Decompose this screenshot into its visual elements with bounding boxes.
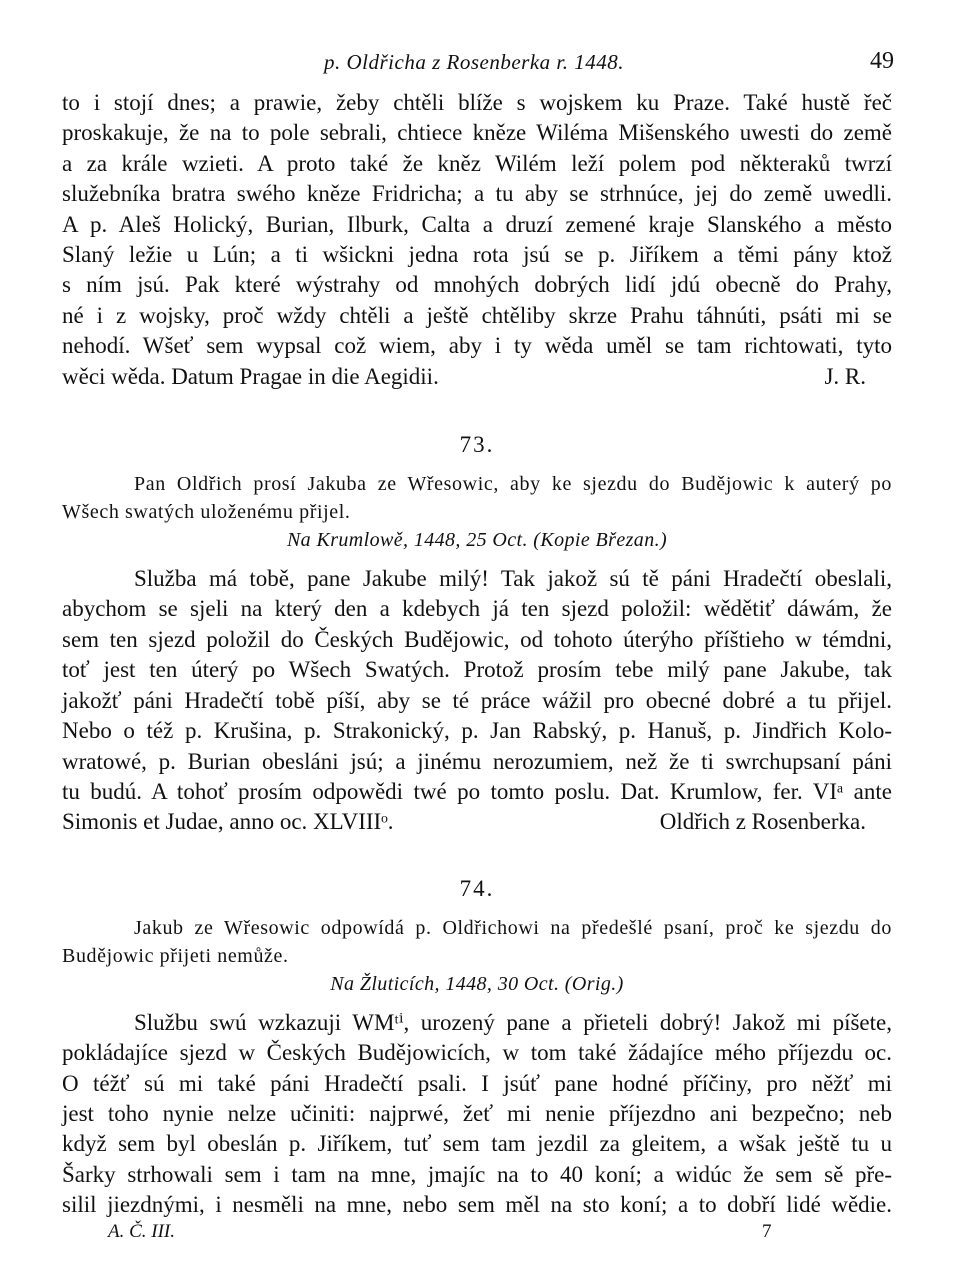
document-regest bbox=[62, 470, 892, 526]
document-regest bbox=[62, 914, 892, 970]
text-line: proskakuje, že na to pole sebrali, chtiece kněze Wiléma Mišenského uwesti do země bbox=[62, 120, 892, 146]
closing-signature: Oldřich z Rosenberka. bbox=[659, 809, 866, 835]
text-line: jest toho nynie nelze učiniti: najprwé, žeť mi nenie příjezdno ani bezpečno; neb bbox=[62, 1100, 892, 1126]
sheet-number: 7 bbox=[762, 1220, 772, 1242]
text-line: s ním jsú. Pak které wýstrahy od mnohých dobrých lidí jdú obecně do Prahy, bbox=[62, 272, 892, 298]
document-number: 73. bbox=[459, 432, 495, 458]
page-number: 49 bbox=[870, 48, 894, 74]
page-footer bbox=[62, 1221, 892, 1249]
text-line: Slaný ležie u Lún; a ti wšickni jedna rota jsú se p. Jiříkem a těmi pány ktož bbox=[62, 242, 892, 268]
text-line: Službu swú wzkazuji WMᵗⁱ, urozený pane a přieteli dobrý! Jakož mi píšete, bbox=[134, 1009, 892, 1035]
text-line: nehodí. Wšeť sem wypsal což wiem, aby i ty wěda uměl se tam richtowati, tyto bbox=[62, 333, 892, 359]
text-line: služebníka bratra swého kněze Fridricha; a tu aby se strhnúce, jej do země uwedli. bbox=[62, 181, 892, 207]
closing-text: Simonis et Judae, anno oc. XLVIIIᵒ. bbox=[62, 809, 394, 835]
text-line: Nebo o též p. Krušina, p. Strakonický, p. Jan Rabský, p. Hanuš, p. Jindřich Kolo- bbox=[62, 718, 892, 744]
text-line: to i stojí dnes; a prawie, žeby chtěli blíže s wojskem ku Praze. Také hustě řeč bbox=[62, 90, 892, 115]
closing-signature: J. R. bbox=[824, 363, 866, 389]
document-dateline: Na Krumlowě, 1448, 25 Oct. (Kopie Březan.) bbox=[286, 529, 668, 552]
text-line: silil jiezdnými, i nesměli na mne, nebo sem měl na sto koní; a to dobří lidé wědie. bbox=[62, 1192, 892, 1218]
text-line: toť jest ten úterý po Wšech Swatých. Protož prosím tebe milý pane Jakube, tak bbox=[62, 657, 892, 683]
regest-line: Jakub ze Wřesowic odpowídá p. Oldřichowi na předešlé psaní, proč ke sjezdu do bbox=[134, 916, 892, 939]
text-line: abychom se sjeli na který den a kdebych já ten sjezd položil: wědětiť dáwám, že bbox=[62, 596, 892, 622]
text-line: když sem byl obeslán p. Jiříkem, tuť sem tam jezdil za gleitem, a wšak ještě tu u bbox=[62, 1131, 892, 1157]
regest-line: Budějowic přijeti nemůže. bbox=[62, 944, 289, 967]
text-line: pokládajíce sjezd w Českých Budějowicích, w tom také žádajíce mého příjezdu oc. bbox=[62, 1040, 892, 1066]
text-line: jakožť páni Hradečtí tobě píší, aby se té práce wážil pro obecné dobré a tu přijel. bbox=[62, 687, 892, 713]
document-body bbox=[62, 1008, 892, 1221]
text-line: Šarky strhowali sem i tam na mne, jmajíc na to 40 koní; a widúc že sem sě pře- bbox=[62, 1161, 892, 1187]
text-line: a za krále wzieti. A proto také že kněz Wilém leží polem pod některaků twrzí bbox=[62, 150, 892, 176]
text-line: wratowé, p. Burian obesláni jsú; a jinému nerozumiem, než že ti swrchupsaní páni bbox=[62, 748, 892, 774]
document-number: 74. bbox=[459, 875, 495, 901]
regest-line: Wšech swatých uloženému přijel. bbox=[62, 501, 351, 524]
text-line: O téžť sú mi také páni Hradečtí psali. I jsúť pane hodné příčiny, pro něžť mi bbox=[62, 1070, 892, 1096]
text-line: né i z wojsky, proč wždy chtěli a ještě chtěliby skrze Prahu táhnúti, psáti mi se bbox=[62, 302, 892, 328]
running-head bbox=[62, 48, 892, 88]
continuation-text bbox=[62, 88, 892, 392]
signature-mark: A. Č. III. bbox=[108, 1220, 176, 1242]
text-line: A p. Aleš Holický, Burian, Ilburk, Calta a druzí zemené kraje Slanského a město bbox=[62, 211, 892, 237]
document-dateline: Na Žluticích, 1448, 30 Oct. (Orig.) bbox=[330, 972, 624, 995]
text-line: sem ten sjezd položil do Českých Budějowic, od tohoto úterýho příštieho w témdni, bbox=[62, 626, 892, 652]
closing-line bbox=[62, 362, 892, 392]
running-title: p. Oldřicha z Rosenberka r. 1448. bbox=[324, 50, 624, 74]
closing-line bbox=[62, 807, 892, 837]
book-page bbox=[62, 48, 892, 1249]
text-line: Služba má tobě, pane Jakube milý! Tak jakož sú tě páni Hradečtí obeslali, bbox=[134, 566, 892, 592]
text-line: tu budú. A tohoť prosím odpowědi twé po tomto poslu. Dat. Krumlow, fer. VIᵃ ante bbox=[62, 778, 892, 804]
closing-text: wěci wěda. Datum Pragae in die Aegidii. bbox=[62, 363, 439, 389]
regest-line: Pan Oldřich prosí Jakuba ze Wřesowic, aby ke sjezdu do Budějowic k auterý po bbox=[134, 473, 892, 496]
document-body bbox=[62, 564, 892, 838]
